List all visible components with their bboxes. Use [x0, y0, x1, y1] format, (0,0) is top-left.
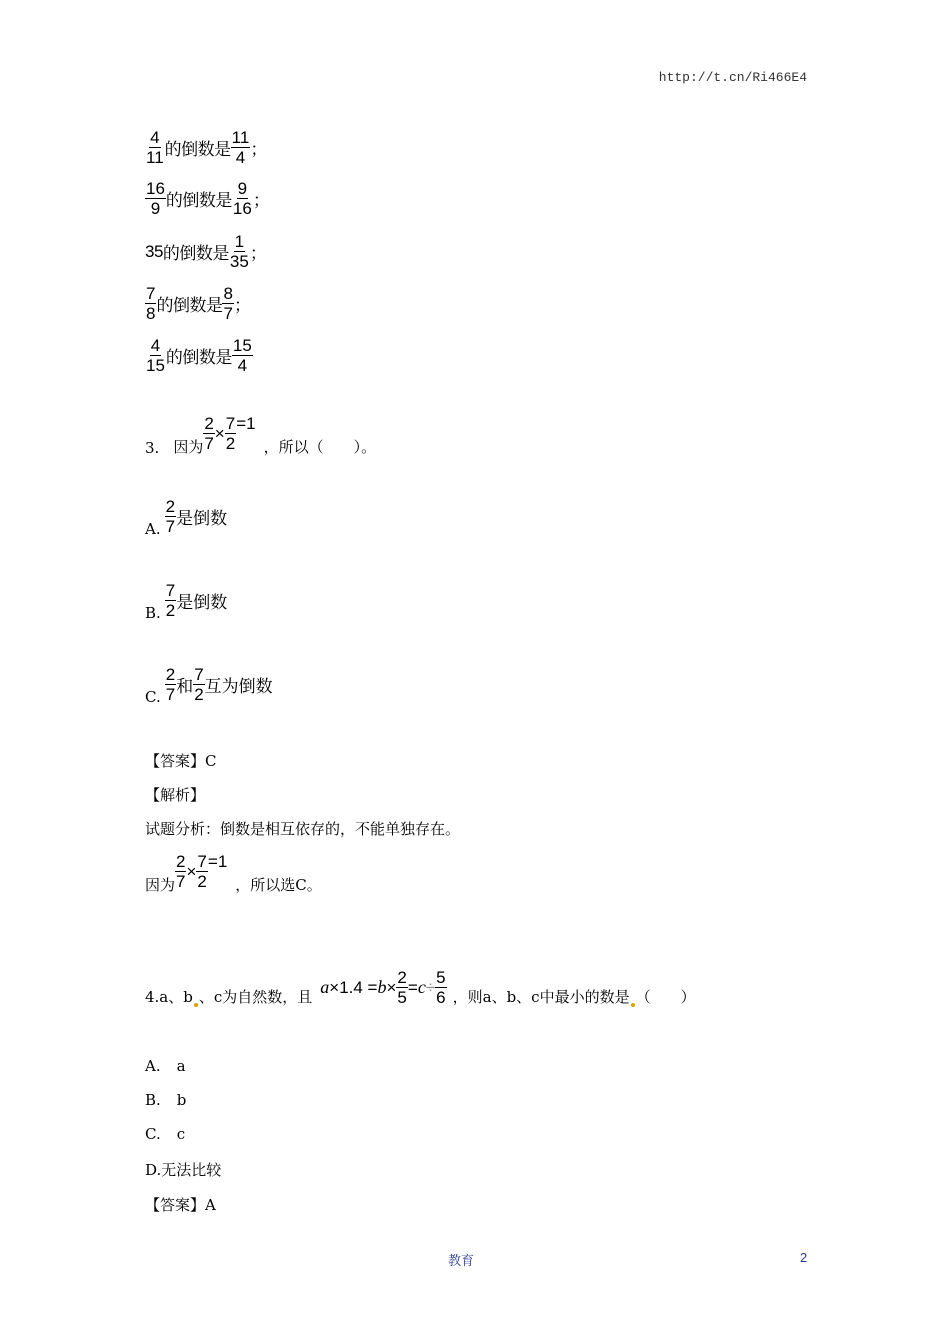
reciprocal-line-1: [145, 128, 267, 167]
option-d[interactable]: [145, 1159, 221, 1180]
option-b[interactable]: [145, 581, 227, 622]
option-text: a: [176, 1057, 186, 1075]
reciprocal-text: 的倒数是: [156, 296, 223, 315]
equation: [203, 414, 255, 453]
punctuation: ；: [250, 140, 267, 159]
option-c[interactable]: [145, 665, 273, 706]
fraction: [435, 968, 446, 1007]
conclusion-text: 因为: [145, 876, 176, 894]
option-content: [165, 497, 227, 536]
option-label: C.: [145, 1125, 161, 1143]
question-tail: （ ）: [635, 988, 696, 1006]
answer: 【答案】C: [145, 752, 217, 770]
option-label: A.: [145, 1057, 161, 1075]
numerator: 7: [194, 665, 204, 684]
numerator: 16: [146, 179, 165, 198]
fraction: [165, 665, 176, 704]
fraction: [225, 414, 236, 453]
times-sign: ×: [186, 861, 197, 881]
denominator: 7: [204, 434, 214, 453]
fraction: [232, 179, 253, 218]
denominator: 6: [436, 988, 446, 1007]
option-text: c: [176, 1125, 186, 1143]
fraction: [193, 665, 204, 704]
numerator: 7: [165, 581, 176, 600]
denominator: 7: [165, 517, 176, 536]
denominator: 5: [397, 988, 407, 1007]
option-text: b: [176, 1091, 187, 1109]
fraction: [196, 852, 207, 891]
fraction: [145, 284, 156, 323]
numerator: 1: [234, 232, 245, 251]
footer-label: 教育: [448, 1253, 475, 1268]
fraction: [165, 497, 176, 536]
page-number: 2: [800, 1250, 808, 1265]
mark-dot: [631, 1003, 635, 1007]
option-a[interactable]: [145, 1057, 186, 1075]
numerator: 2: [165, 497, 176, 516]
option-text: 互为倒数: [204, 677, 273, 696]
question-text: 、c为自然数，且: [198, 988, 313, 1006]
reciprocal-line-4: [145, 284, 250, 323]
fraction: [175, 852, 186, 891]
question-tail: 是: [614, 988, 630, 1006]
equation: [320, 968, 446, 1007]
numerator: 4: [150, 336, 161, 355]
fraction: [165, 581, 176, 620]
punctuation: ；: [233, 296, 251, 315]
option-content: [165, 581, 227, 620]
answer: 【答案】A: [145, 1196, 216, 1214]
reciprocal-text: 的倒数是: [165, 191, 232, 210]
numerator: 11: [231, 128, 250, 147]
option-c[interactable]: [145, 1125, 185, 1143]
fraction: [232, 336, 253, 375]
denominator: 2: [225, 434, 236, 453]
mark-dot: [194, 1003, 198, 1007]
fraction: [231, 128, 251, 167]
numerator: 15: [232, 336, 252, 355]
question-tail: ，则a、b、c中最小的数: [452, 988, 615, 1006]
denominator: 7: [165, 685, 176, 704]
option-text: 是倒数: [176, 593, 228, 612]
question-text: 因为: [173, 438, 204, 456]
option-a[interactable]: [145, 497, 227, 538]
option-label: C.: [145, 688, 161, 706]
option-label: B.: [145, 1091, 161, 1109]
reciprocal-line-2: [145, 179, 269, 218]
equals-sign: =: [407, 977, 418, 997]
fraction: [145, 128, 165, 167]
numerator: 9: [237, 179, 248, 198]
numerator: 5: [436, 968, 446, 987]
denominator: 15: [146, 356, 165, 375]
option-text: 是倒数: [176, 509, 228, 528]
fraction: [396, 968, 407, 1007]
numerator: 2: [165, 665, 176, 684]
denominator: 4: [237, 356, 248, 375]
punctuation: ；: [249, 244, 267, 263]
option-connector: 和: [176, 677, 194, 696]
denominator: 2: [194, 685, 204, 704]
option-content: [165, 665, 273, 704]
numerator: 7: [197, 852, 207, 871]
numerator: 4: [150, 128, 160, 147]
option-label: D.: [145, 1161, 162, 1179]
option-label: A.: [145, 520, 161, 538]
reciprocal-line-5: [145, 336, 253, 375]
fraction: [145, 179, 166, 218]
question-number: 3.: [145, 439, 160, 457]
denominator: 2: [165, 601, 176, 620]
fraction: [222, 284, 233, 323]
variable-b: b: [377, 977, 387, 997]
numerator: 7: [146, 284, 156, 303]
denominator: 4: [235, 148, 246, 167]
equation: [175, 852, 227, 891]
fraction: [229, 232, 250, 271]
denominator: 11: [146, 148, 164, 167]
denominator: 16: [232, 199, 252, 218]
denominator: 7: [223, 304, 233, 323]
question-4-stem: [145, 968, 696, 1007]
option-label: B.: [145, 604, 161, 622]
question-tail: ，所以（ ）。: [263, 438, 377, 456]
times-sign: ×: [386, 977, 397, 997]
variable-a: a: [320, 977, 330, 997]
reciprocal-text: 的倒数是: [162, 244, 229, 263]
divide-sign: ÷: [425, 977, 436, 997]
fraction: [203, 414, 214, 453]
denominator: 7: [176, 872, 186, 891]
denominator: 8: [146, 304, 156, 323]
numerator: 2: [176, 852, 186, 871]
denominator: 35: [229, 252, 249, 271]
analysis-text: 试题分析：倒数是相互依存的，不能单独存在。: [145, 820, 461, 838]
numerator: 8: [223, 284, 233, 303]
equals-one: =1: [207, 852, 228, 871]
source-url[interactable]: http://t.cn/Ri466E4: [658, 70, 807, 85]
conclusion-tail: ，所以选C。: [235, 876, 322, 894]
numerator: 2: [204, 414, 214, 433]
numerator: 7: [225, 414, 236, 433]
analysis-heading: 【解析】: [145, 786, 206, 804]
variable-c: c: [417, 977, 426, 997]
option-text: 无法比较: [161, 1161, 222, 1179]
option-b[interactable]: [145, 1091, 186, 1109]
whole-number: 35: [145, 241, 163, 261]
reciprocal-text: 的倒数是: [165, 348, 232, 367]
fraction: [145, 336, 166, 375]
question-3-stem: [145, 414, 376, 457]
numerator: 2: [397, 968, 407, 987]
times-sign: ×: [214, 423, 225, 443]
operator: ×1.4 =: [329, 977, 378, 997]
reciprocal-line-3: [145, 232, 266, 271]
punctuation: ；: [252, 191, 270, 210]
denominator: 9: [150, 199, 161, 218]
conclusion: [145, 852, 322, 895]
equals-one: =1: [236, 414, 256, 433]
reciprocal-text: 的倒数是: [164, 140, 231, 159]
denominator: 2: [197, 872, 207, 891]
question-text: 4.a、b: [145, 988, 193, 1006]
